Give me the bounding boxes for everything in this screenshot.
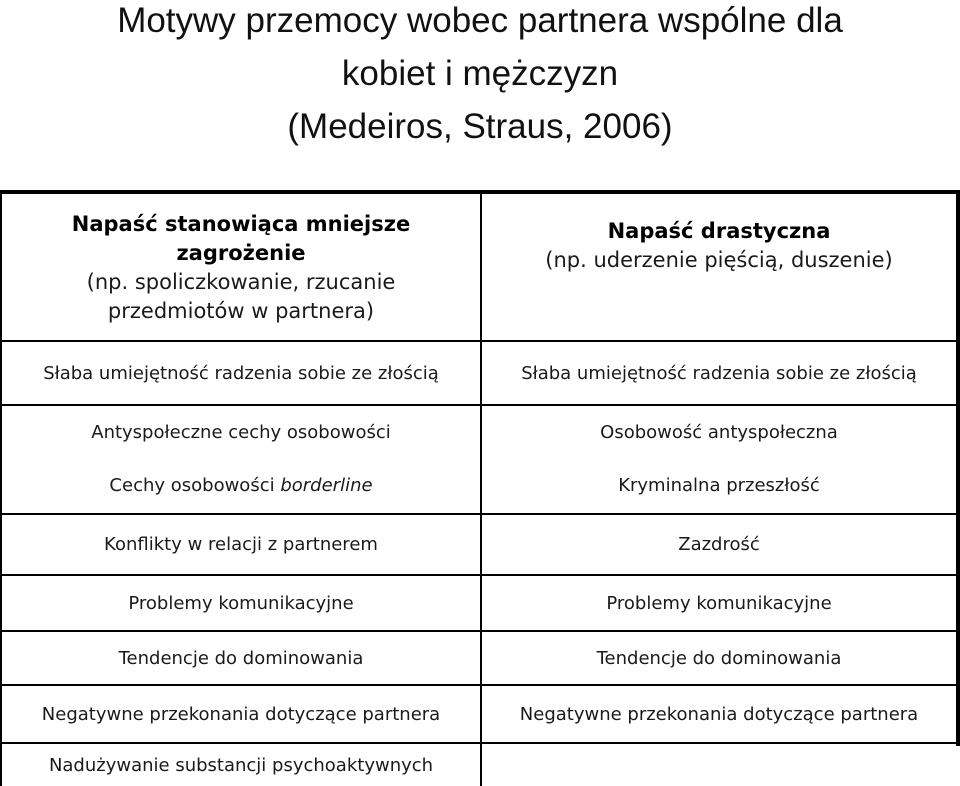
right-row-1: Słaba umiejętność radzenia sobie ze złością — [521, 362, 917, 384]
right-row-2: Osobowość antyspołeczna — [600, 421, 838, 443]
left-row-3-italic: borderline — [280, 475, 373, 496]
right-row-3: Kryminalna przeszłość — [618, 475, 820, 496]
left-header-title-1: Napaść stanowiąca mniejsze — [71, 212, 411, 236]
title-line-1: Motywy przemocy wobec partnera wspólne dla — [117, 1, 843, 40]
right-row-7: Negatywne przekonania dotyczące partnera — [519, 703, 919, 725]
right-row-4: Zazdrość — [678, 534, 760, 555]
left-row-8: Nadużywanie substancji psychoaktywnych — [48, 754, 434, 776]
right-row-6: Tendencje do dominowania — [596, 647, 842, 669]
left-row-4: Konflikty w relacji z partnerem — [104, 534, 378, 555]
left-row-6: Tendencje do dominowania — [118, 647, 364, 669]
title-line-2: kobiet i mężczyzn — [341, 54, 619, 93]
left-row-7: Negatywne przekonania dotyczące partnera — [41, 703, 441, 725]
right-header-title: Napaść drastyczna — [607, 219, 831, 243]
table-border-top — [0, 190, 960, 194]
left-row-2: Antyspołeczne cechy osobowości — [91, 421, 391, 443]
left-header-example-2: przedmiotów w partnera) — [107, 299, 375, 323]
title-line-3: (Medeiros, Straus, 2006) — [287, 107, 673, 146]
left-column-header — [2, 196, 480, 340]
left-row-5: Problemy komunikacyjne — [128, 592, 354, 614]
right-column-header — [482, 196, 956, 296]
left-row-1: Słaba umiejętność radzenia sobie ze złością — [43, 362, 439, 384]
right-row-5: Problemy komunikacyjne — [606, 592, 832, 614]
table-border-right — [956, 190, 960, 746]
comparison-table — [0, 190, 960, 786]
left-row-3-text: Cechy osobowości — [109, 475, 275, 496]
slide-title — [0, 0, 960, 186]
left-header-title-2: zagrożenie — [176, 241, 306, 265]
left-row-3 — [2, 458, 480, 513]
right-header-example: (np. uderzenie pięścią, duszenie) — [545, 248, 893, 272]
left-header-example-1: (np. spoliczkowanie, rzucanie — [86, 270, 396, 294]
